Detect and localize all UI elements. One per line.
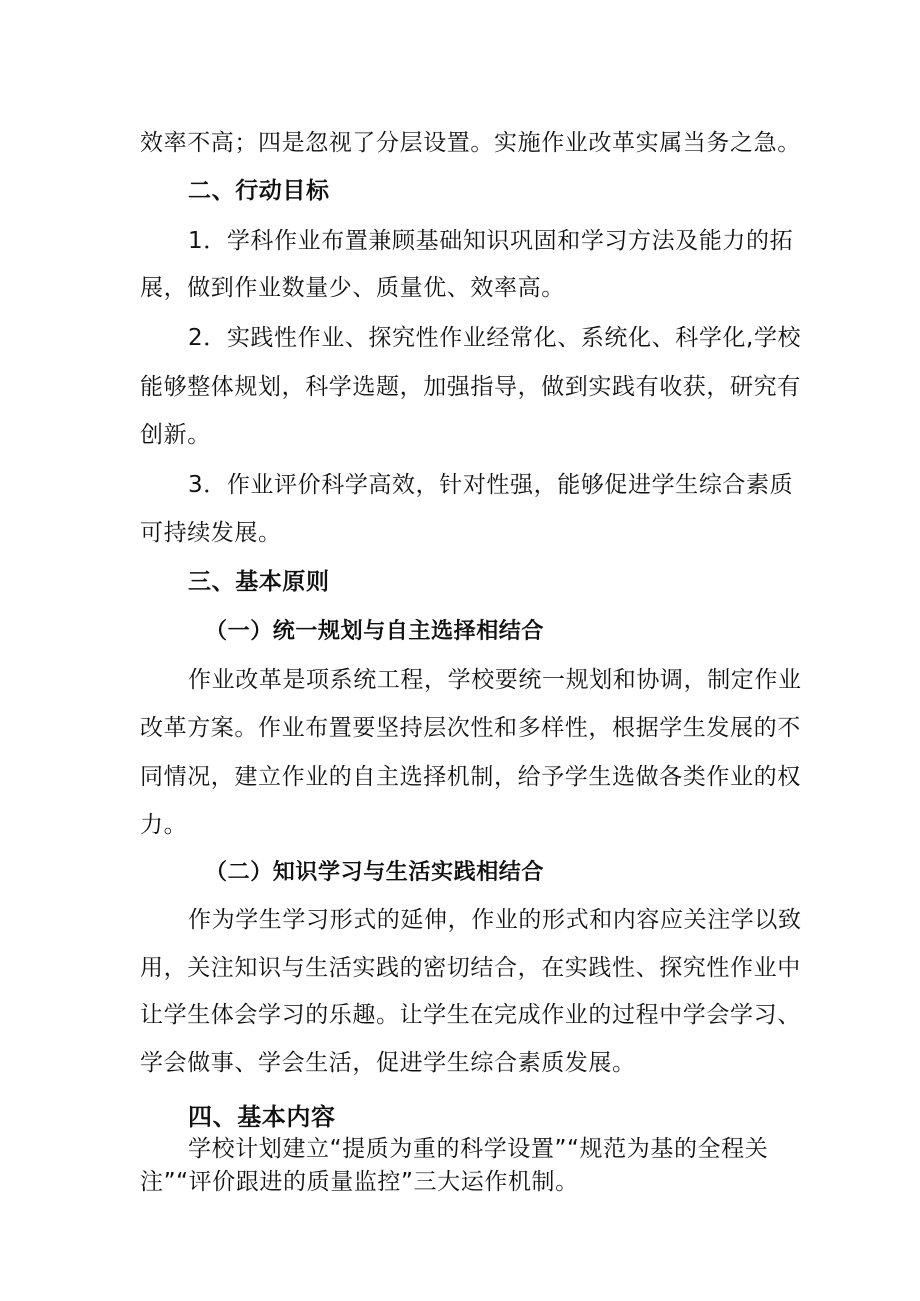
paragraph-line: 创新。: [140, 422, 211, 448]
paragraph-line: 注”“评价跟进的质量监控”三大运作机制。: [140, 1169, 579, 1195]
paragraph-line: 作业改革是项系统工程，学校要统一规划和协调，制定作业: [188, 667, 802, 693]
paragraph-line: 用，关注知识与生活实践的密切结合，在实践性、探究性作业中: [140, 955, 801, 981]
paragraph-line: 让学生体会学习的乐趣。让学生在完成作业的过程中学会学习、: [140, 1002, 801, 1028]
paragraph-line: 学校计划建立“提质为重的科学设置”“规范为基的全程关: [188, 1136, 769, 1162]
paragraph-line: 能够整体规划，科学选题，加强指导，做到实践有收获，研究有: [140, 374, 801, 400]
paragraph-line: 展，做到作业数量少、质量优、效率高。: [140, 275, 565, 301]
paragraph-line: 作为学生学习形式的延伸，作业的形式和内容应关注学以致: [188, 907, 802, 933]
paragraph-line: 学会做事、学会生活，促进学生综合素质发展。: [140, 1050, 636, 1076]
section-heading-action-goals: 二、行动目标: [188, 178, 330, 204]
section-heading-basic-principles: 三、基本原则: [188, 569, 330, 595]
paragraph-line: 力。: [140, 812, 188, 838]
paragraph-line: 3．作业评价科学高效，针对性强，能够促进学生综合素质: [188, 472, 794, 498]
subsection-heading-knowledge-practice: （二）知识学习与生活实践相结合: [205, 860, 545, 885]
subsection-heading-unified-planning: （一）统一规划与自主选择相结合: [205, 619, 545, 644]
paragraph-line: 可持续发展。: [140, 520, 282, 546]
paragraph-line: 1．学科作业布置兼顾基础知识巩固和学习方法及能力的拓: [188, 228, 794, 254]
paragraph-line: 改革方案。作业布置要坚持层次性和多样性，根据学生发展的不: [140, 715, 801, 741]
section-heading-basic-content: 四、基本内容: [188, 1103, 336, 1131]
paragraph-line: 效率不高；四是忽视了分层设置。实施作业改革实属当务之急。: [140, 130, 801, 156]
paragraph-line: 同情况，建立作业的自主选择机制，给予学生选做各类作业的权: [140, 764, 801, 790]
paragraph-line: 2．实践性作业、探究性作业经常化、系统化、科学化,学校: [188, 325, 802, 351]
